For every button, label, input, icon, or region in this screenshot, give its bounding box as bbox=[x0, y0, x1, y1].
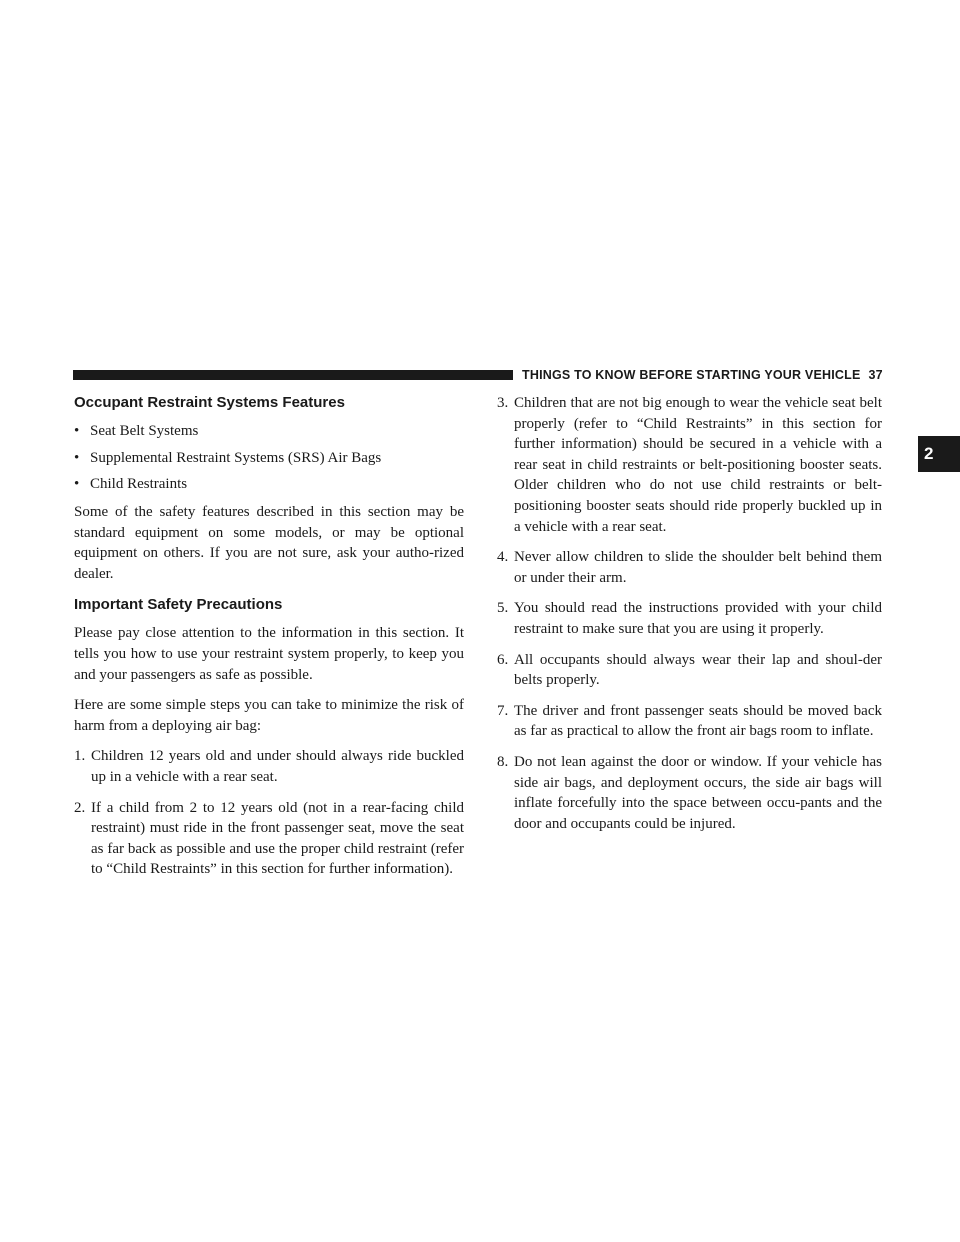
header-rule bbox=[73, 370, 513, 380]
left-column bbox=[74, 393, 464, 890]
list-item: 4. Never allow children to slide the shoulder belt behind them or under their arm. bbox=[497, 549, 882, 586]
list-item: 3. Children that are not big enough to wear the vehicle seat belt properly (refer to “Child Restraints” in this section for further information) should be secured in a vehicle with a rear seat in child restraints or belt-positioning booster seats. Older children who do not use child restraints or belt-positioning booster seats should ride properly buckled up in a vehicle with a rear seat. bbox=[497, 395, 882, 535]
list-item: 5. You should read the instructions provided with your child restraint to make sure that you are using it properly. bbox=[497, 600, 882, 637]
paragraph-simple-steps: Here are some simple steps you can take to minimize the risk of harm from a deploying air bag: bbox=[74, 697, 464, 734]
steps-list-left bbox=[74, 746, 464, 880]
section-heading-safety-precautions: Important Safety Precautions bbox=[74, 596, 283, 614]
page-number: 37 bbox=[868, 368, 883, 382]
feature-list bbox=[74, 421, 464, 494]
bullet-icon: • bbox=[74, 449, 80, 466]
paragraph-safety-features: Some of the safety features described in this section may be standard equipment on some models, or may be optional equipment on others. If you are not sure, ask your autho-rized dealer. bbox=[74, 504, 464, 582]
steps-list-right bbox=[497, 393, 882, 834]
paragraph-attention: Please pay close attention to the information in this section. It tells you how to use your restraint system properly, to keep you and your passengers as safe as possible. bbox=[74, 625, 464, 683]
list-item: • Supplemental Restraint Systems (SRS) Air Bags bbox=[74, 449, 382, 466]
running-header-title: THINGS TO KNOW BEFORE STARTING YOUR VEHICLE bbox=[522, 368, 861, 382]
bullet-icon: • bbox=[74, 423, 80, 439]
running-header bbox=[522, 368, 882, 382]
right-column bbox=[497, 393, 882, 844]
section-heading-occupant-restraint: Occupant Restraint Systems Features bbox=[74, 394, 345, 411]
list-item: • Seat Belt Systems bbox=[74, 423, 199, 439]
list-item: 6. All occupants should always wear their lap and shoul-der belts properly. bbox=[497, 651, 882, 689]
chapter-tab[interactable]: 2 bbox=[918, 436, 960, 472]
list-item: • Child Restraints bbox=[74, 476, 188, 492]
list-item: 1. Children 12 years old and under should always ride buckled up in a vehicle with a rear seat. bbox=[74, 748, 464, 785]
list-item: 2. If a child from 2 to 12 years old (not in a rear-facing child restraint) must ride in the front passenger seat, move the seat as far back as possible and use the proper child restraint (refer to “Child Restraints” in this section for further information). bbox=[74, 799, 464, 878]
bullet-icon: • bbox=[74, 476, 80, 492]
list-item: 8. Do not lean against the door or window. If your vehicle has side air bags, and deployment occurs, the side air bags will inflate forcefully into the space between occu-pants and the door and occupants could be injured. bbox=[497, 753, 882, 832]
list-item: 7. The driver and front passenger seats should be moved back as far as practical to allow the front air bags room to inflate. bbox=[497, 702, 882, 740]
